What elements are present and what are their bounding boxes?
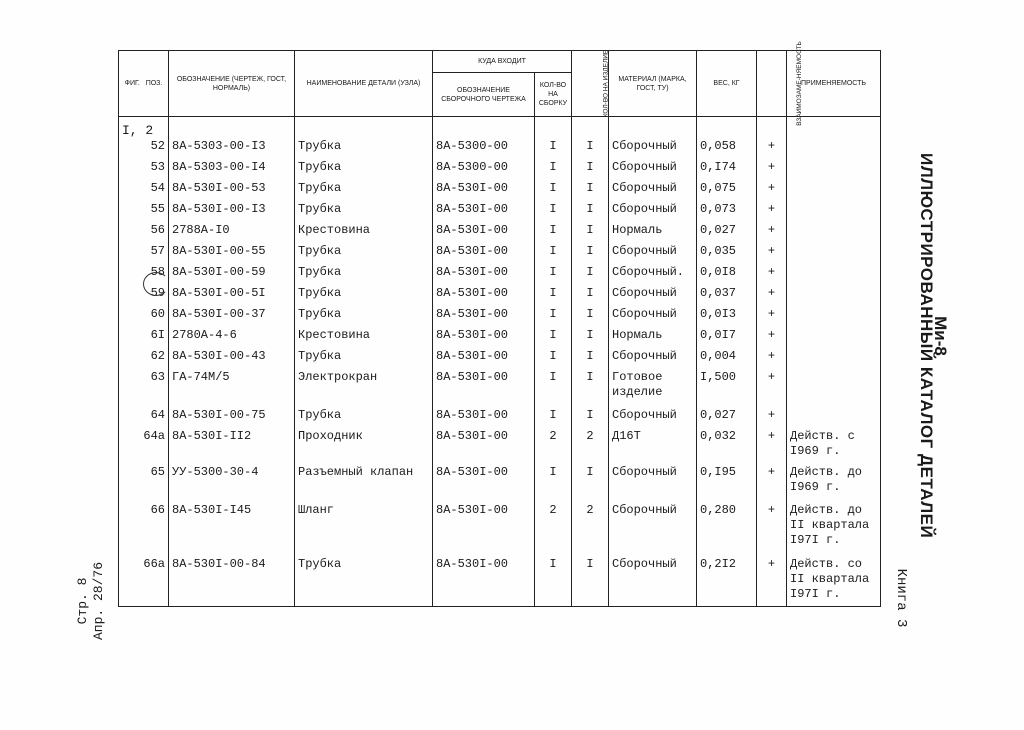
parts-table xyxy=(118,41,881,607)
row-material: Сборочный xyxy=(609,286,697,307)
row-qty-product: I xyxy=(572,465,609,503)
row-qty-assembly: I xyxy=(535,557,572,607)
row-assembly-drawing: 8А-530I-00 xyxy=(433,307,535,328)
row-weight: 0,037 xyxy=(697,286,757,307)
row-qty-product: I xyxy=(572,202,609,223)
row-qty-assembly: I xyxy=(535,307,572,328)
row-designation: 8А-530I-00-53 xyxy=(169,181,295,202)
row-designation: 8А-530I-00-5I xyxy=(169,286,295,307)
row-interchangeable: + xyxy=(757,181,787,202)
row-material: Сборочный xyxy=(609,349,697,370)
row-qty-product: I xyxy=(572,244,609,265)
row-qty-assembly: 2 xyxy=(535,429,572,465)
row-qty-assembly: I xyxy=(535,160,572,181)
row-applicability xyxy=(787,181,881,202)
row-qty-assembly: I xyxy=(535,181,572,202)
row-qty-product: I xyxy=(572,307,609,328)
row-qty-assembly: I xyxy=(535,265,572,286)
row-position: 64а xyxy=(119,429,169,465)
row-applicability: Действ. со II квартала I97I г. xyxy=(787,557,881,607)
table-row xyxy=(119,429,881,465)
row-interchangeable: + xyxy=(757,429,787,465)
row-assembly-drawing: 8А-5300-00 xyxy=(433,160,535,181)
page-number: Стр. 8 xyxy=(75,577,90,625)
row-position: 60 xyxy=(119,307,169,328)
catalog-title: ИЛЛЮСТРИРОВАННЫЙ КАТАЛОГ ДЕТАЛЕЙ xyxy=(917,153,936,539)
row-applicability: Действ. до I969 г. xyxy=(787,465,881,503)
row-position: 52 xyxy=(119,139,169,160)
row-qty-product: I xyxy=(572,408,609,429)
row-applicability xyxy=(787,370,881,408)
row-assembly-drawing: 8А-530I-00 xyxy=(433,370,535,408)
row-applicability: Действ. до II квартала I97I г. xyxy=(787,503,881,557)
row-material: Нормаль xyxy=(609,328,697,349)
row-assembly-drawing: 8А-530I-00 xyxy=(433,223,535,244)
row-weight: 0,027 xyxy=(697,408,757,429)
row-weight: 0,032 xyxy=(697,429,757,465)
row-name: Трубка xyxy=(295,408,433,429)
row-interchangeable: + xyxy=(757,307,787,328)
row-interchangeable: + xyxy=(757,244,787,265)
header-where-used: КУДА ВХОДИТ xyxy=(433,51,572,73)
row-qty-product: I xyxy=(572,160,609,181)
row-interchangeable: + xyxy=(757,160,787,181)
row-weight: 0,I74 xyxy=(697,160,757,181)
book-number: Книга 3 xyxy=(893,568,909,628)
row-name: Шланг xyxy=(295,503,433,557)
row-qty-product: 2 xyxy=(572,429,609,465)
table-row xyxy=(119,265,881,286)
row-assembly-drawing: 8А-530I-00 xyxy=(433,181,535,202)
row-qty-assembly: I xyxy=(535,139,572,160)
row-qty-assembly: I xyxy=(535,408,572,429)
row-position: 59 xyxy=(119,286,169,307)
row-weight: I,500 xyxy=(697,370,757,408)
row-material: Сборочный xyxy=(609,244,697,265)
row-position: 66 xyxy=(119,503,169,557)
row-applicability xyxy=(787,139,881,160)
row-qty-product: I xyxy=(572,265,609,286)
row-applicability xyxy=(787,265,881,286)
row-material: Сборочный xyxy=(609,557,697,607)
header-fig-pos: ФИГ. ПОЗ. xyxy=(119,51,169,117)
row-assembly-drawing: 8А-530I-00 xyxy=(433,465,535,503)
row-weight: 0,0I7 xyxy=(697,328,757,349)
handwritten-circle-mark xyxy=(143,272,169,296)
row-name: Электрокран xyxy=(295,370,433,408)
table-row xyxy=(119,328,881,349)
row-applicability xyxy=(787,286,881,307)
header-interchangeability: ВЗАИМОЗАМЕ-НЯЕМОСТЬ xyxy=(757,51,787,117)
row-qty-assembly: I xyxy=(535,370,572,408)
row-name: Трубка xyxy=(295,557,433,607)
row-assembly-drawing: 8А-530I-00 xyxy=(433,244,535,265)
row-weight: 0,004 xyxy=(697,349,757,370)
row-applicability xyxy=(787,244,881,265)
row-assembly-drawing: 8А-530I-00 xyxy=(433,265,535,286)
row-qty-assembly: I xyxy=(535,223,572,244)
row-qty-assembly: I xyxy=(535,465,572,503)
table-row xyxy=(119,349,881,370)
row-material: Сборочный xyxy=(609,202,697,223)
row-material: Д16Т xyxy=(609,429,697,465)
row-qty-product: I xyxy=(572,370,609,408)
row-position: 62 xyxy=(119,349,169,370)
row-name: Проходник xyxy=(295,429,433,465)
row-position: 64 xyxy=(119,408,169,429)
header-applicability: ПРИМЕНЯЕМОСТЬ xyxy=(787,51,881,117)
row-qty-product: I xyxy=(572,557,609,607)
row-qty-product: I xyxy=(572,139,609,160)
row-designation: 8А-5303-00-I3 xyxy=(169,139,295,160)
row-name: Крестовина xyxy=(295,223,433,244)
row-material: Готовое изделие xyxy=(609,370,697,408)
row-assembly-drawing: 8А-5300-00 xyxy=(433,139,535,160)
row-interchangeable: + xyxy=(757,465,787,503)
row-material: Сборочный. xyxy=(609,265,697,286)
row-designation: ГА-74М/5 xyxy=(169,370,295,408)
table-row xyxy=(119,465,881,503)
row-applicability xyxy=(787,160,881,181)
table-row xyxy=(119,139,881,160)
row-material: Сборочный xyxy=(609,307,697,328)
row-designation: 2788А-I0 xyxy=(169,223,295,244)
row-position: 63 xyxy=(119,370,169,408)
row-assembly-drawing: 8А-530I-00 xyxy=(433,557,535,607)
row-interchangeable: + xyxy=(757,202,787,223)
row-name: Трубка xyxy=(295,139,433,160)
row-assembly-drawing: 8А-530I-00 xyxy=(433,349,535,370)
row-assembly-drawing: 8А-530I-00 xyxy=(433,408,535,429)
row-qty-assembly: I xyxy=(535,328,572,349)
row-qty-assembly: I xyxy=(535,244,572,265)
table-row xyxy=(119,244,881,265)
row-assembly-drawing: 8А-530I-00 xyxy=(433,328,535,349)
row-material: Сборочный xyxy=(609,181,697,202)
row-applicability xyxy=(787,349,881,370)
header-designation: ОБОЗНАЧЕНИЕ (ЧЕРТЕЖ, ГОСТ, НОРМАЛЬ) xyxy=(169,51,295,117)
row-position: 66а xyxy=(119,557,169,607)
fig-row xyxy=(119,117,881,139)
row-interchangeable: + xyxy=(757,349,787,370)
row-name: Трубка xyxy=(295,160,433,181)
row-designation: 8А-5303-00-I4 xyxy=(169,160,295,181)
row-applicability xyxy=(787,408,881,429)
row-designation: 8А-530I-00-I3 xyxy=(169,202,295,223)
row-assembly-drawing: 8А-530I-00 xyxy=(433,429,535,465)
header-name: НАИМЕНОВАНИЕ ДЕТАЛИ (УЗЛА) xyxy=(295,51,433,117)
table-row xyxy=(119,286,881,307)
table-row xyxy=(119,181,881,202)
row-position: 55 xyxy=(119,202,169,223)
row-position: 57 xyxy=(119,244,169,265)
row-designation: 8А-530I-00-59 xyxy=(169,265,295,286)
row-weight: 0,058 xyxy=(697,139,757,160)
row-position: 56 xyxy=(119,223,169,244)
row-designation: 8А-530I-II2 xyxy=(169,429,295,465)
row-interchangeable: + xyxy=(757,286,787,307)
row-weight: 0,075 xyxy=(697,181,757,202)
row-name: Трубка xyxy=(295,349,433,370)
header-material: МАТЕРИАЛ (МАРКА, ГОСТ, ТУ) xyxy=(609,51,697,117)
row-interchangeable: + xyxy=(757,370,787,408)
row-name: Трубка xyxy=(295,181,433,202)
row-name: Разъемный клапан xyxy=(295,465,433,503)
row-interchangeable: + xyxy=(757,265,787,286)
row-interchangeable: + xyxy=(757,223,787,244)
row-qty-assembly: I xyxy=(535,349,572,370)
row-weight: 0,027 xyxy=(697,223,757,244)
table-row xyxy=(119,370,881,408)
row-interchangeable: + xyxy=(757,557,787,607)
row-qty-product: I xyxy=(572,181,609,202)
row-designation: 8А-530I-00-75 xyxy=(169,408,295,429)
row-weight: 0,0I8 xyxy=(697,265,757,286)
row-weight: 0,280 xyxy=(697,503,757,557)
header-qty-product: КОЛ-ВО НА ИЗДЕЛИЕ xyxy=(572,51,609,117)
row-weight: 0,073 xyxy=(697,202,757,223)
row-position: 6I xyxy=(119,328,169,349)
row-designation: 8А-530I-00-43 xyxy=(169,349,295,370)
aircraft-code: Ми-8 xyxy=(931,316,950,356)
table-row xyxy=(119,408,881,429)
row-assembly-drawing: 8А-530I-00 xyxy=(433,286,535,307)
row-assembly-drawing: 8А-530I-00 xyxy=(433,202,535,223)
page-date: Апр. 28/76 xyxy=(91,562,106,641)
row-interchangeable: + xyxy=(757,328,787,349)
row-material: Сборочный xyxy=(609,160,697,181)
row-material: Сборочный xyxy=(609,465,697,503)
row-weight: 0,I95 xyxy=(697,465,757,503)
row-name: Трубка xyxy=(295,202,433,223)
header-weight: ВЕС, КГ xyxy=(697,51,757,117)
page-info xyxy=(75,556,111,646)
row-assembly-drawing: 8А-530I-00 xyxy=(433,503,535,557)
row-interchangeable: + xyxy=(757,503,787,557)
row-applicability xyxy=(787,328,881,349)
table-header xyxy=(119,41,881,126)
table-row xyxy=(119,202,881,223)
row-qty-product: 2 xyxy=(572,503,609,557)
row-designation: 8А-530I-00-37 xyxy=(169,307,295,328)
row-applicability xyxy=(787,202,881,223)
header-qty-assembly: КОЛ-ВО НА СБОРКУ xyxy=(535,73,572,117)
row-name: Трубка xyxy=(295,307,433,328)
row-position: 65 xyxy=(119,465,169,503)
row-material: Сборочный xyxy=(609,503,697,557)
row-designation: 8А-530I-I45 xyxy=(169,503,295,557)
table-row xyxy=(119,557,881,607)
row-material: Сборочный xyxy=(609,139,697,160)
row-qty-product: I xyxy=(572,286,609,307)
row-name: Крестовина xyxy=(295,328,433,349)
table-row xyxy=(119,223,881,244)
row-position: 58 xyxy=(119,265,169,286)
row-weight: 0,0I3 xyxy=(697,307,757,328)
row-qty-product: I xyxy=(572,349,609,370)
row-name: Трубка xyxy=(295,265,433,286)
table-row xyxy=(119,503,881,557)
row-name: Трубка xyxy=(295,244,433,265)
row-position: 54 xyxy=(119,181,169,202)
row-material: Сборочный xyxy=(609,408,697,429)
row-position: 53 xyxy=(119,160,169,181)
header-assembly-drawing: ОБОЗНАЧЕНИЕ СБОРОЧНОГО ЧЕРТЕЖА xyxy=(433,73,535,117)
row-qty-product: I xyxy=(572,328,609,349)
row-applicability xyxy=(787,307,881,328)
row-qty-assembly: 2 xyxy=(535,503,572,557)
row-applicability: Действ. с I969 г. xyxy=(787,429,881,465)
row-interchangeable: + xyxy=(757,408,787,429)
table-row xyxy=(119,307,881,328)
row-applicability xyxy=(787,223,881,244)
row-qty-assembly: I xyxy=(535,202,572,223)
row-designation: 2780А-4-6 xyxy=(169,328,295,349)
fig-number: I, 2 xyxy=(119,117,169,139)
row-designation: 8А-530I-00-55 xyxy=(169,244,295,265)
table-body xyxy=(119,117,881,607)
row-interchangeable: + xyxy=(757,139,787,160)
row-qty-assembly: I xyxy=(535,286,572,307)
row-weight: 0,2I2 xyxy=(697,557,757,607)
table-row xyxy=(119,160,881,181)
row-designation: 8А-530I-00-84 xyxy=(169,557,295,607)
row-weight: 0,035 xyxy=(697,244,757,265)
row-qty-product: I xyxy=(572,223,609,244)
row-material: Нормаль xyxy=(609,223,697,244)
row-designation: УУ-5300-30-4 xyxy=(169,465,295,503)
row-name: Трубка xyxy=(295,286,433,307)
